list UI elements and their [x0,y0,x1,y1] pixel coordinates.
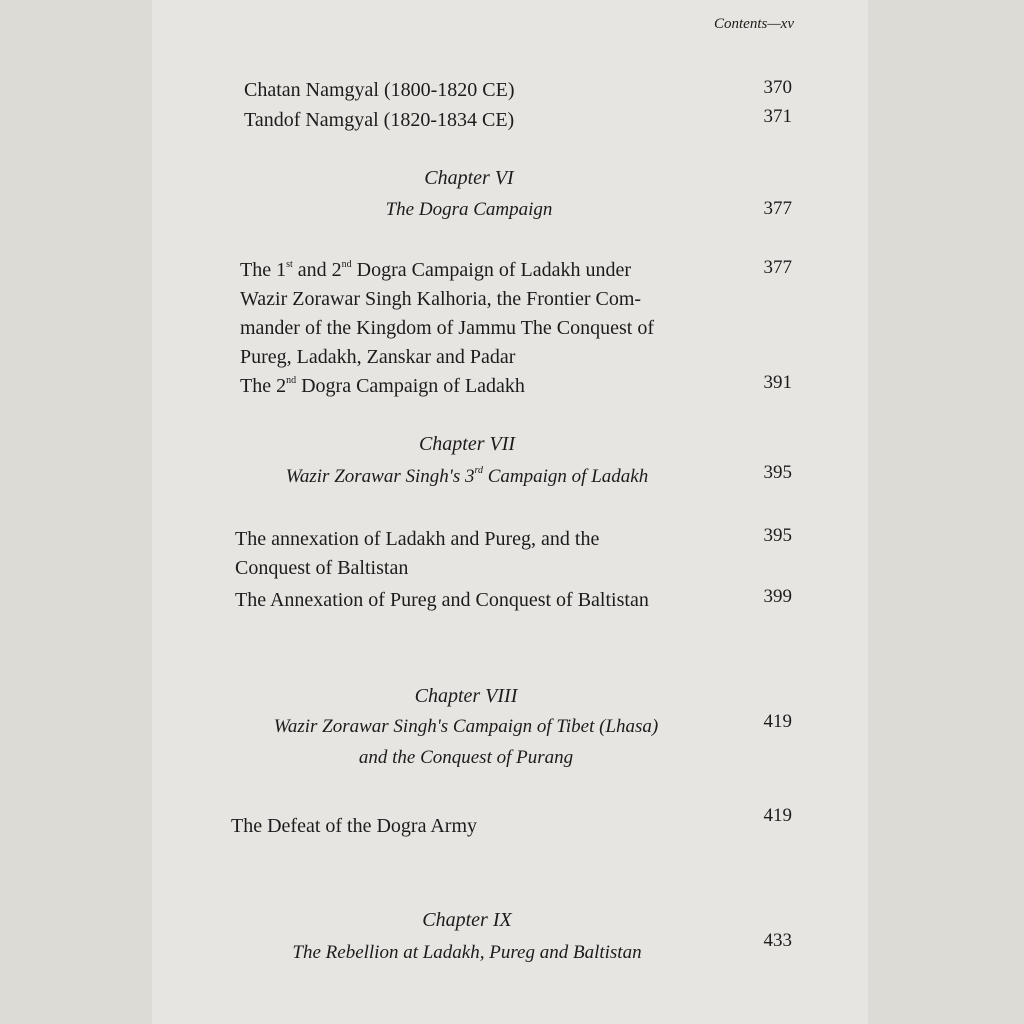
page-number-ch6: 377 [763,198,792,219]
chapter-9-title: The Rebellion at Ladakh, Pureg and Baltistan [292,942,642,963]
chapter-6-label: Chapter VI [424,167,514,189]
page-number-chatan: 370 [763,77,792,98]
chapter-7-label: Chapter VII [418,433,516,455]
toc-entry-annexation-pureg: The Annexation of Pureg and Conquest of Baltistan [235,589,649,611]
toc-entry-second-dogra: The 2nd Dogra Campaign of Ladakh [240,375,525,397]
page-number-tandof: 371 [763,106,792,127]
chapter-8-title: Wazir Zorawar Singh's Campaign of Tibet (Lhasa) and the Conquest of Purang [273,716,659,768]
chapter-7-title: Wazir Zorawar Singh's 3rd Campaign of Ladakh [285,465,649,487]
page-number-annexation: 395 [763,525,792,546]
page-number-defeat: 419 [763,805,792,826]
book-page [152,0,868,1024]
toc-entry-tandof: Tandof Namgyal (1820-1834 CE) [244,109,515,131]
chapter-8-label: Chapter VIII [414,685,518,707]
page-number-ch8: 419 [763,711,792,732]
toc-entry-chatan: Chatan Namgyal (1800-1820 CE) [244,79,515,101]
page-number-ch9: 433 [763,930,792,951]
page-number-second-dogra: 391 [763,372,792,393]
toc-entry-defeat: The Defeat of the Dogra Army [231,815,478,837]
chapter-6-title: The Dogra Campaign [385,199,553,220]
toc-entry-annexation: The annexation of Ladakh and Pureg, and the Conquest of Baltistan [235,528,600,579]
page-number-annexation-pureg: 399 [763,586,792,607]
chapter-9-label: Chapter IX [422,909,512,931]
page-number-ch7: 395 [763,462,792,483]
page-number-dogra-campaigns: 377 [763,257,792,278]
toc-entry-dogra-campaigns: The 1st and 2nd Dogra Campaign of Ladakh under Wazir Zorawar Singh Kalhoria, the Frontier Com- mander of the Kingdom of Jammu The Conquest of Pureg, Ladakh, Zanskar and Padar [240,259,655,368]
running-head: Contents—xv [714,16,794,32]
